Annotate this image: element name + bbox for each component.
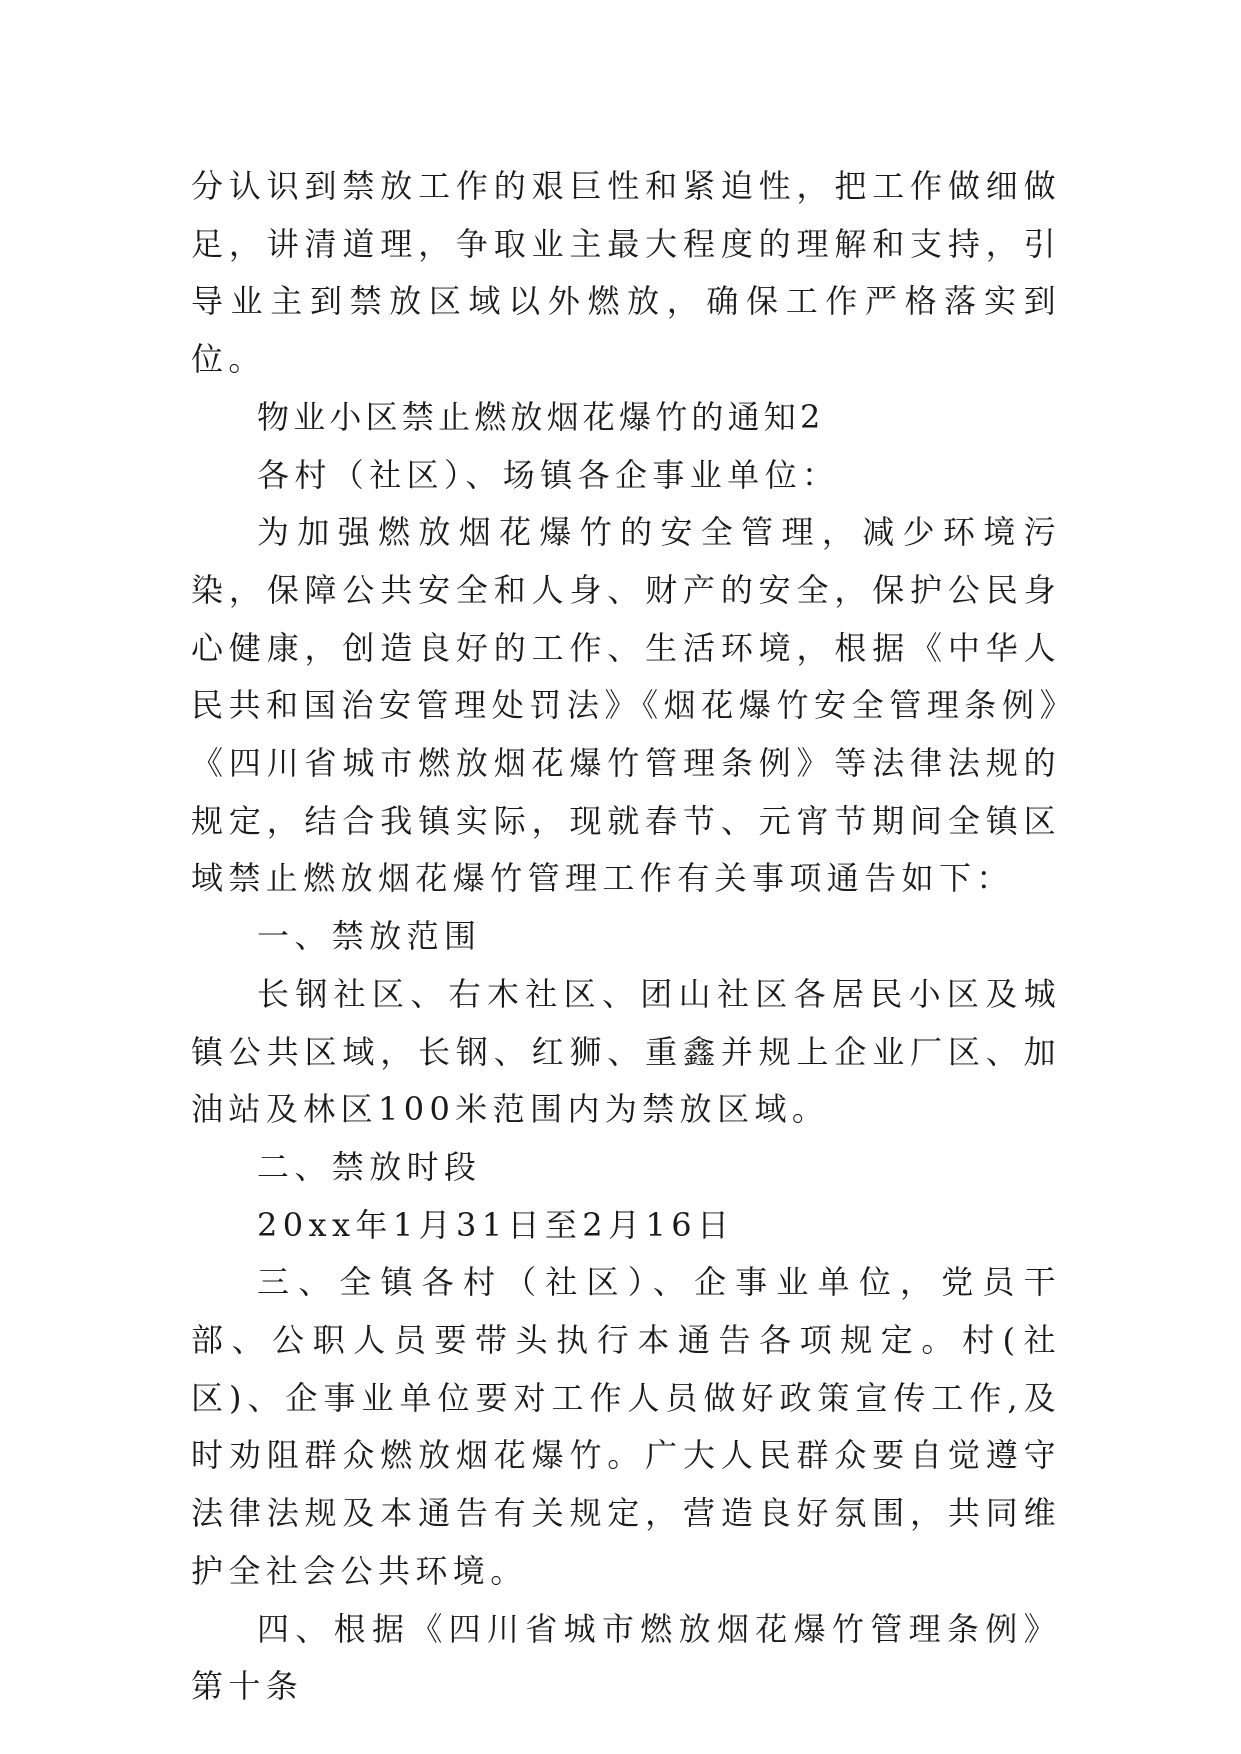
paragraph-continuation: 分认识到禁放工作的艰巨性和紧迫性，把工作做细做足，讲清道理，争取业主最大程度的理解和支持，引导业主到禁放区域以外燃放，确保工作严格落实到位。: [191, 167, 1061, 379]
section-heading-scope: 一、禁放范围: [257, 917, 482, 956]
paragraph-scope: 长钢社区、右木社区、团山社区各居民小区及城镇公共区域，长钢、红狮、重鑫并规上企业厂区、加油站及林区100米范围内为禁放区域。: [191, 974, 1061, 1129]
section-heading-period: 二、禁放时段: [257, 1147, 482, 1186]
notice-title: 物业小区禁止燃放烟花爆竹的通知2: [257, 397, 825, 436]
document-body: [191, 158, 1061, 1716]
paragraph-item-three: 三、全镇各村（社区）、企事业单位，党员干部、公职人员要带头执行本通告各项规定。村(社区)、企事业单位要对工作人员做好政策宣传工作,及时劝阻群众燃放烟花爆竹。广大人民群众要自觉遵守法律法规及本通告有关规定，营造良好氛围，共同维护全社会公共环境。: [191, 1263, 1061, 1590]
paragraph-intro: 为加强燃放烟花爆竹的安全管理，减少环境污染，保障公共安全和人身、财产的安全，保护公民身心健康，创造良好的工作、生活环境，根据《中华人民共和国治安管理处罚法》《烟花爆竹安全管理条例》《四川省城市燃放烟花爆竹管理条例》等法律法规的规定，结合我镇实际，现就春节、元宵节期间全镇区域禁止燃放烟花爆竹管理工作有关事项通告如下：: [191, 513, 1061, 898]
paragraph-period: 20xx年1月31日至2月16日: [257, 1205, 735, 1244]
salutation: 各村（社区）、场镇各企事业单位：: [257, 455, 840, 494]
paragraph-item-four: 四、根据《四川省城市燃放烟花爆竹管理条例》第十条: [191, 1609, 1061, 1706]
